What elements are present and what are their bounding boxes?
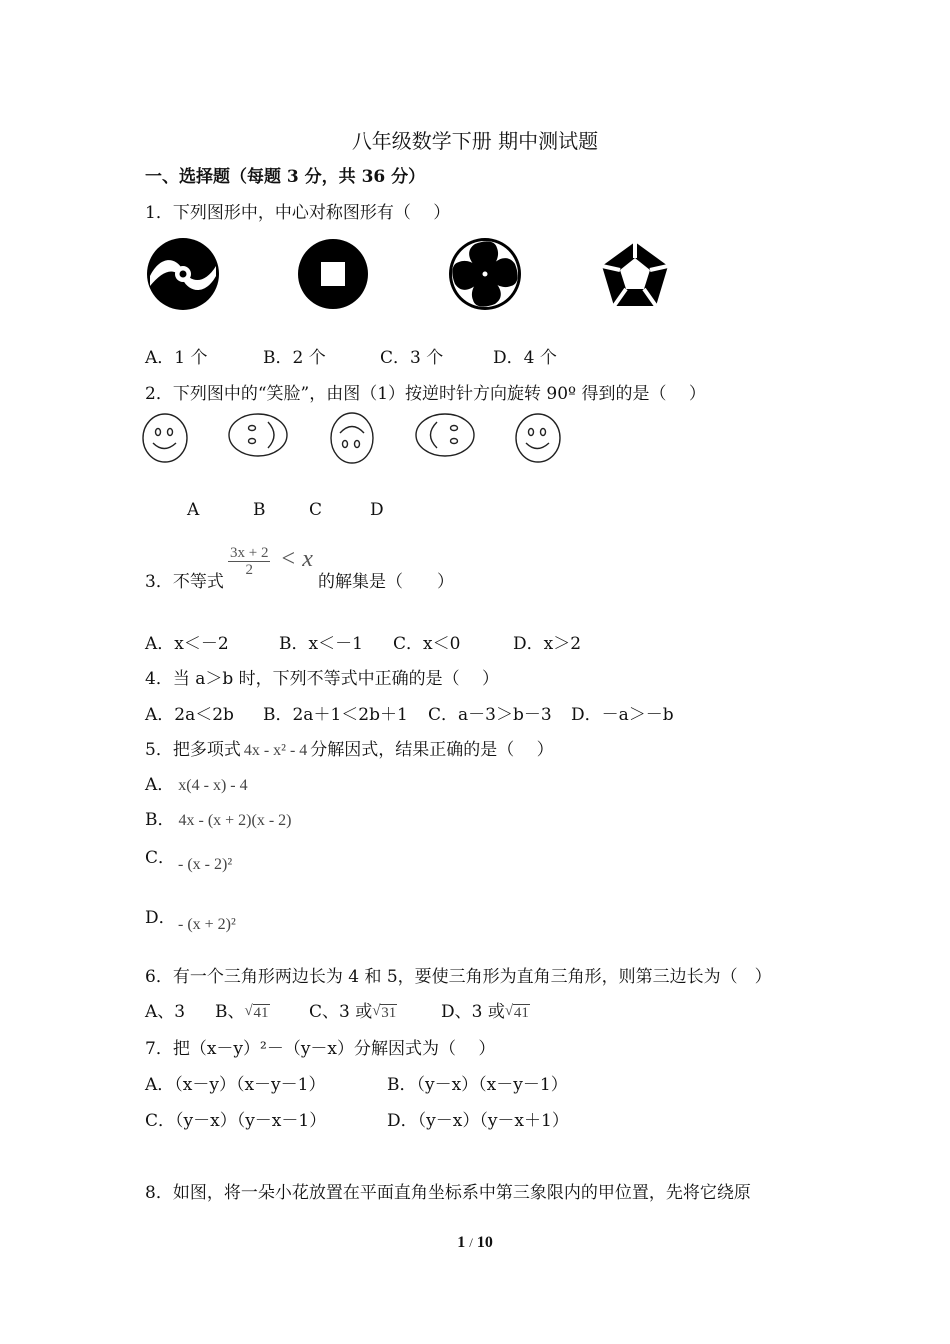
q4-stem: 4．当 a＞b 时，下列不等式中正确的是（ ） <box>145 669 500 689</box>
sqrt-icon: √ 41 <box>244 1003 269 1021</box>
q6-stem: 6．有一个三角形两边长为 4 和 5，要使三角形为直角三角形，则第三边长为（ ） <box>145 967 772 987</box>
sqrt-icon: √ 31 <box>372 1003 397 1021</box>
q1-option-a[interactable]: A．1 个 <box>145 348 208 368</box>
page-total: 10 <box>476 1234 493 1251</box>
q7-option-c[interactable]: C．（y－x）（y－x－1） <box>145 1111 327 1131</box>
q1-option-c[interactable]: C．3 个 <box>380 348 444 368</box>
q1-figures <box>145 236 675 312</box>
q7-stem: 7．把（x－y）²－（y－x）分解因式为（ ） <box>145 1039 496 1059</box>
q6-option-d[interactable] <box>441 997 530 1022</box>
page-separator: / <box>469 1235 473 1250</box>
q6-option-b-prefix: B、 <box>215 1002 245 1022</box>
q2-stem: 2．下列图中的“笑脸”，由图（1）按逆时针方向旋转 90º 得到的是（ ） <box>145 384 706 404</box>
q7-options-row1 <box>145 1070 568 1095</box>
q2-label-d[interactable]: D <box>370 500 384 520</box>
smiley-face-icon <box>516 414 560 462</box>
q1-option-b[interactable]: B．2 个 <box>263 348 326 368</box>
q5-option-b-label: B． <box>145 810 175 830</box>
square-coin-icon <box>298 239 368 309</box>
page-current: 1 <box>457 1234 466 1251</box>
q5-option-c-label[interactable]: C． <box>145 848 176 868</box>
smiley-face-inverted-icon <box>331 413 373 463</box>
q2-label-a[interactable]: A <box>187 500 200 520</box>
q3-suffix: 的解集是（ ） <box>318 572 454 592</box>
q1-option-d[interactable]: D．4 个 <box>493 348 557 368</box>
q7-option-a[interactable]: A．（x－y）（x－y－1） <box>145 1075 326 1095</box>
q5-option-b-answer: 4x - (x + 2)(x - 2) <box>178 812 292 829</box>
q5-stem-prefix: 5．把多项式 <box>145 740 241 760</box>
q2-faces <box>140 408 570 468</box>
sqrt-icon: √ 41 <box>504 1003 529 1021</box>
q3-relation: < x <box>280 546 313 572</box>
q4-option-c[interactable]: C．a－3＞b－3 <box>428 705 552 725</box>
q6-option-a[interactable]: A、3 <box>145 1002 186 1022</box>
q7-options-row2 <box>145 1106 569 1131</box>
smiley-face-rotated-icon <box>229 414 287 456</box>
q6-option-d-prefix: D、3 或 <box>441 1002 505 1022</box>
q4-option-b[interactable]: B．2a＋1＜2b＋1 <box>263 705 408 725</box>
pentagon-star-icon <box>602 242 668 306</box>
q4-option-a[interactable]: A．2a＜2b <box>145 705 234 725</box>
q5-stem <box>145 735 554 760</box>
q1-options <box>145 343 557 368</box>
q4-options <box>145 700 674 725</box>
q3-fraction <box>228 545 270 578</box>
page-number <box>0 1234 950 1252</box>
q3-option-c[interactable]: C．x＜0 <box>393 634 461 654</box>
yin-yang-icon <box>147 238 219 310</box>
q5-option-a-answer: x(4 - x) - 4 <box>178 777 248 794</box>
page-title: 八年级数学下册 期中测试题 <box>351 129 599 153</box>
q2-label-c[interactable]: C <box>309 500 323 520</box>
q2-label-b[interactable]: B <box>253 500 266 520</box>
q5-option-b[interactable] <box>145 805 292 830</box>
q5-option-a[interactable] <box>145 770 248 795</box>
smiley-face-icon <box>143 414 187 462</box>
q5-option-c-answer: - (x - 2)² <box>178 856 233 873</box>
q4-option-d[interactable]: D．－a＞－b <box>571 705 674 725</box>
q3-option-d[interactable]: D．x＞2 <box>513 634 582 654</box>
q8-stem: 8．如图，将一朵小花放置在平面直角坐标系中第三象限内的甲位置，先将它绕原 <box>145 1183 751 1203</box>
q3-option-b[interactable]: B．x＜－1 <box>279 634 363 654</box>
q3-options <box>145 629 581 654</box>
q5-option-d-answer: - (x + 2)² <box>178 916 236 933</box>
q3-fraction-numerator: 3x + 2 <box>230 545 269 561</box>
q3-option-a[interactable]: A．x＜－2 <box>145 634 229 654</box>
smiley-face-rotated-left-icon <box>416 414 474 456</box>
q5-option-d-label[interactable]: D． <box>145 908 176 928</box>
q5-polynomial: 4x - x² - 4 <box>243 742 308 759</box>
q6-options <box>145 997 530 1022</box>
q3-prefix: 3．不等式 <box>145 572 224 592</box>
q6-option-c-prefix: C、3 或 <box>309 1002 373 1022</box>
q2-labels <box>187 500 384 520</box>
section-heading: 一、选择题（每题 3 分，共 36 分） <box>145 167 426 187</box>
q7-option-d[interactable]: D．（y－x）（y－x＋1） <box>387 1111 569 1131</box>
q7-option-b[interactable]: B．（y－x）（x－y－1） <box>387 1075 568 1095</box>
q5-stem-suffix: 分解因式，结果正确的是（ ） <box>310 740 554 760</box>
q1-stem: 1．下列图形中，中心对称图形有（ ） <box>145 203 451 223</box>
four-petal-circle-icon <box>449 238 521 310</box>
q6-option-b[interactable] <box>215 997 309 1022</box>
q5-option-a-label: A． <box>145 775 175 795</box>
q6-option-c[interactable] <box>309 997 441 1022</box>
q3-fraction-denominator: 2 <box>245 562 253 578</box>
